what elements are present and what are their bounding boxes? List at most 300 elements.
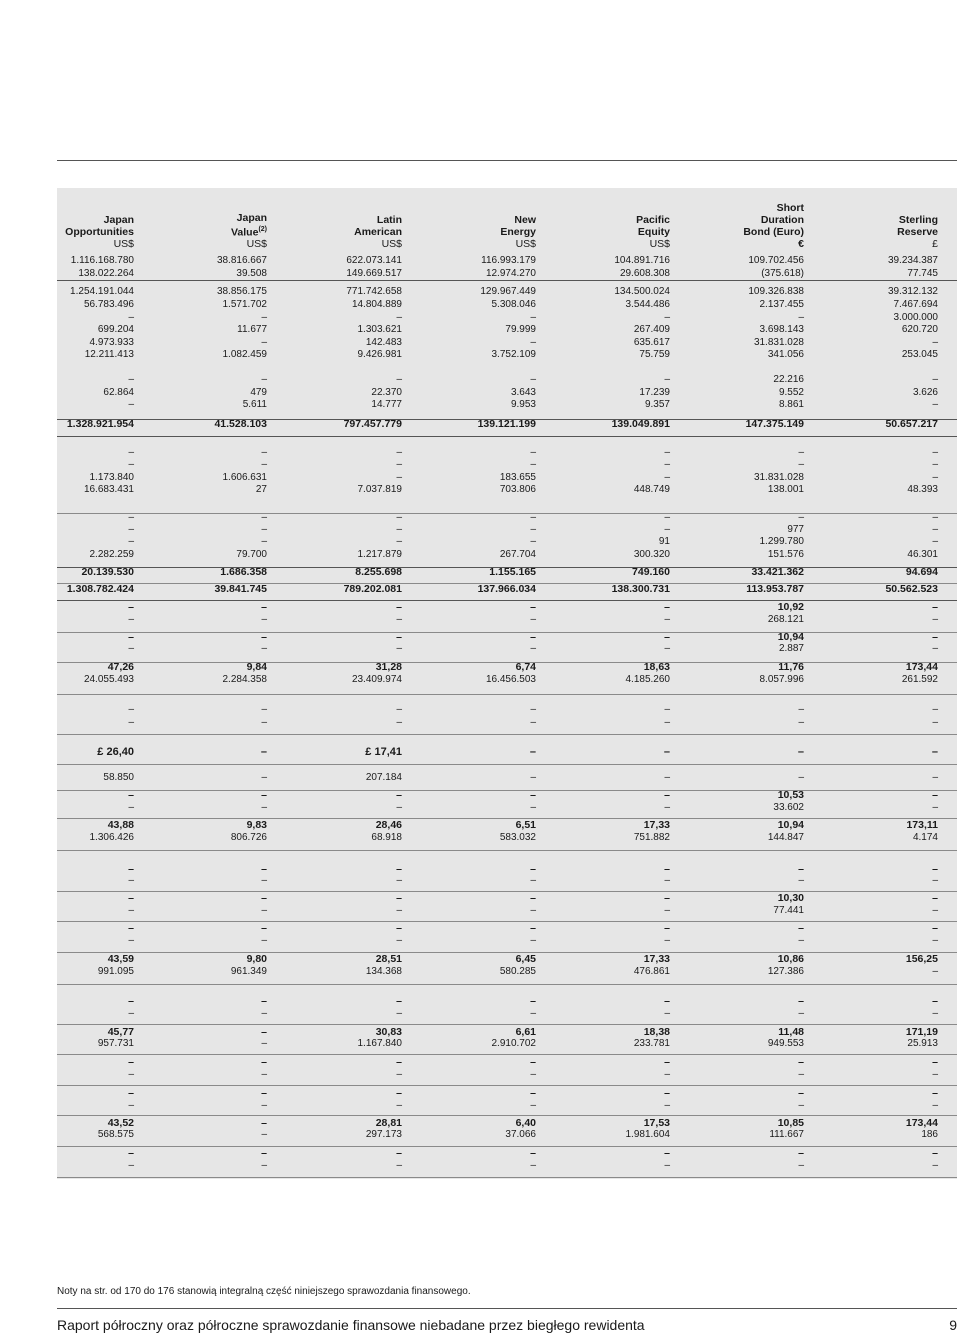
table-cell: –	[530, 459, 536, 470]
table-cell: –	[664, 374, 670, 385]
table-cell: 94.694	[905, 566, 938, 578]
column-header-line: Bond (Euro)	[743, 226, 804, 238]
table-row	[57, 1117, 957, 1130]
table-cell: –	[932, 399, 938, 410]
table-cell: 261.592	[901, 674, 938, 685]
table-cell: –	[664, 875, 670, 886]
table-cell: –	[664, 312, 670, 323]
table-cell: –	[128, 875, 134, 886]
table-cell: 10,85	[777, 1117, 804, 1129]
table-cell: –	[664, 772, 670, 783]
table-row	[57, 1069, 957, 1082]
table-cell: –	[261, 704, 267, 715]
table-cell: –	[664, 524, 670, 535]
table-cell: –	[932, 802, 938, 813]
table-cell: 3.544.486	[625, 299, 670, 310]
table-cell: –	[396, 536, 402, 547]
table-cell: 43,52	[107, 1117, 134, 1129]
table-row	[57, 922, 957, 935]
table-cell: –	[396, 717, 402, 728]
table-row	[57, 674, 957, 687]
table-row	[57, 631, 957, 644]
table-cell: –	[530, 704, 536, 715]
table-cell: –	[932, 922, 938, 934]
table-cell: 29.608.308	[619, 268, 670, 279]
table-cell: –	[530, 536, 536, 547]
table-row	[57, 1026, 957, 1039]
table-cell: 5.611	[242, 399, 267, 410]
table-cell: –	[396, 875, 402, 886]
table-row	[57, 832, 957, 845]
table-row	[57, 255, 957, 268]
table-cell: –	[128, 631, 134, 643]
currency-label: US$	[381, 238, 402, 250]
table-cell: 138.022.264	[78, 268, 134, 279]
table-cell: 448.749	[633, 484, 670, 495]
column-header-line: Equity	[637, 226, 670, 238]
table-cell: –	[128, 1100, 134, 1111]
table-row	[57, 1100, 957, 1113]
table-cell: –	[932, 337, 938, 348]
table-cell: 961.349	[230, 966, 267, 977]
table-cell: –	[530, 1069, 536, 1080]
table-cell: –	[798, 1160, 804, 1171]
table-cell: 4.185.260	[625, 674, 670, 685]
table-cell: 139.121.199	[477, 418, 536, 430]
column-header-line: Latin	[376, 214, 402, 226]
table-cell: –	[932, 536, 938, 547]
table-cell: –	[261, 922, 267, 934]
table-cell: –	[932, 704, 938, 715]
column-header-line: Duration	[760, 214, 804, 226]
table-cell: 12.974.270	[485, 268, 536, 279]
table-row	[57, 459, 957, 472]
table-cell: –	[530, 337, 536, 348]
table-cell: 6,40	[515, 1117, 536, 1129]
table-cell: –	[530, 935, 536, 946]
table-cell: –	[128, 905, 134, 916]
table-row	[57, 472, 957, 485]
table-cell: –	[664, 1100, 670, 1111]
table-cell: –	[261, 1056, 267, 1068]
table-cell: 31.831.028	[753, 472, 804, 483]
table-cell: 751.882	[633, 832, 670, 843]
table-row	[57, 704, 957, 717]
table-row	[57, 614, 957, 627]
table-row	[57, 746, 957, 759]
table-cell: 33.602	[773, 802, 804, 813]
column-header-line: American	[354, 226, 402, 238]
table-cell: –	[128, 1008, 134, 1019]
footnote-marker: (2)	[258, 225, 267, 233]
table-row	[57, 802, 957, 815]
table-cell: 33.421.362	[751, 566, 804, 578]
table-cell: 6,51	[515, 819, 536, 831]
table-cell: –	[798, 1147, 804, 1159]
table-cell: –	[798, 875, 804, 886]
table-cell: –	[396, 1160, 402, 1171]
table-cell: 1.299.780	[759, 536, 804, 547]
table-cell: –	[261, 1117, 267, 1129]
table-row	[57, 268, 957, 281]
table-cell: –	[932, 772, 938, 783]
table-cell: 341.056	[767, 349, 804, 360]
table-cell: –	[530, 905, 536, 916]
table-cell: –	[396, 935, 402, 946]
table-cell: 104.891.716	[614, 255, 670, 266]
table-cell: –	[396, 1100, 402, 1111]
table-cell: 23.409.974	[351, 674, 402, 685]
table-cell: 9.426.981	[357, 349, 402, 360]
table-cell: 31,28	[375, 661, 402, 673]
table-cell: –	[932, 966, 938, 977]
column-header-line: Value$^{(2)}$	[231, 225, 267, 238]
table-cell: 138.300.731	[611, 583, 670, 595]
table-row	[57, 374, 957, 387]
table-cell: 22.370	[371, 387, 402, 398]
currency-label: US$	[113, 238, 134, 250]
table-cell: –	[530, 631, 536, 643]
table-cell: 144.847	[767, 832, 804, 843]
table-cell: 147.375.149	[745, 418, 804, 430]
table-cell: 156,25	[905, 953, 938, 965]
table-rule	[57, 1177, 957, 1178]
table-cell: –	[128, 399, 134, 410]
table-cell: –	[530, 312, 536, 323]
table-cell: –	[932, 512, 938, 523]
table-cell: –	[128, 922, 134, 934]
table-cell: 48.393	[907, 484, 938, 495]
table-cell: 1.173.840	[89, 472, 134, 483]
table-cell: –	[932, 995, 938, 1007]
financial-table	[57, 188, 957, 1179]
table-cell: –	[664, 892, 670, 904]
table-row	[57, 995, 957, 1008]
table-cell: –	[396, 1147, 402, 1159]
table-cell: 16.683.431	[83, 484, 134, 495]
table-cell: –	[530, 1147, 536, 1159]
table-cell: 6,61	[515, 1026, 536, 1038]
table-cell: 58.850	[103, 772, 134, 783]
table-cell: 620.720	[901, 324, 938, 335]
table-row	[57, 1147, 957, 1160]
table-cell: –	[261, 643, 267, 654]
table-cell: 79.999	[505, 324, 536, 335]
table-cell: 806.726	[230, 832, 267, 843]
table-cell: –	[664, 1056, 670, 1068]
table-cell: 183.655	[499, 472, 536, 483]
table-cell: –	[261, 1026, 267, 1038]
table-cell: 28,51	[375, 953, 402, 965]
table-row	[57, 1160, 957, 1173]
table-cell: –	[396, 802, 402, 813]
table-cell: –	[664, 472, 670, 483]
table-cell: –	[932, 1100, 938, 1111]
table-cell: 138.001	[767, 484, 804, 495]
table-cell: –	[932, 717, 938, 728]
table-cell: –	[128, 802, 134, 813]
table-cell: 3.752.109	[491, 349, 536, 360]
table-cell: –	[932, 892, 938, 904]
table-cell: 50.657.217	[885, 418, 938, 430]
table-cell: 25.913	[907, 1038, 938, 1049]
table-cell: 31.831.028	[753, 337, 804, 348]
table-cell: –	[396, 1056, 402, 1068]
table-cell: 41.528.103	[214, 418, 267, 430]
table-cell: 28,81	[375, 1117, 402, 1129]
table-cell: 253.045	[901, 349, 938, 360]
table-rule	[57, 694, 957, 695]
table-cell: 2.910.702	[491, 1038, 536, 1049]
table-cell: £ 26,40	[97, 746, 134, 758]
table-cell: –	[261, 337, 267, 348]
table-cell: –	[664, 614, 670, 625]
table-cell: –	[664, 1069, 670, 1080]
table-cell: –	[261, 1160, 267, 1171]
table-row	[57, 892, 957, 905]
column-header-line: Short	[776, 202, 804, 214]
table-cell: –	[798, 922, 804, 934]
table-cell: 10,94	[777, 819, 804, 831]
table-cell: 20.139.530	[81, 566, 134, 578]
table-cell: 10,30	[777, 892, 804, 904]
table-cell: –	[798, 717, 804, 728]
table-cell: –	[932, 863, 938, 875]
table-cell: –	[396, 863, 402, 875]
table-cell: 957.731	[97, 1038, 134, 1049]
table-cell: 9,80	[246, 953, 267, 965]
table-cell: –	[664, 1147, 670, 1159]
table-cell: –	[664, 789, 670, 801]
table-cell: –	[798, 459, 804, 470]
table-cell: 77.745	[907, 268, 938, 279]
table-cell: –	[261, 374, 267, 385]
table-cell: £ 17,41	[365, 746, 402, 758]
table-cell: –	[664, 1008, 670, 1019]
table-cell: 8.255.698	[355, 566, 402, 578]
table-cell: 134.500.024	[614, 286, 670, 297]
table-row	[57, 1129, 957, 1142]
table-cell: –	[798, 1056, 804, 1068]
table-cell: –	[128, 643, 134, 654]
table-cell: –	[261, 1147, 267, 1159]
table-cell: –	[798, 772, 804, 783]
table-cell: 1.217.879	[357, 549, 402, 560]
table-cell: –	[396, 312, 402, 323]
table-cell: –	[664, 512, 670, 523]
table-cell: –	[932, 1069, 938, 1080]
table-cell: 7.467.694	[893, 299, 938, 310]
table-row	[57, 772, 957, 785]
table-cell: –	[128, 614, 134, 625]
table-cell: –	[128, 789, 134, 801]
table-cell: –	[261, 935, 267, 946]
table-cell: –	[932, 1160, 938, 1171]
table-cell: 10,86	[777, 953, 804, 965]
table-cell: 38.816.667	[216, 255, 267, 266]
table-cell: 16.456.503	[485, 674, 536, 685]
column-header-line: Energy	[500, 226, 536, 238]
table-cell: 1.328.921.954	[66, 418, 134, 430]
table-cell: 24.055.493	[83, 674, 134, 685]
table-row	[57, 863, 957, 876]
table-cell: 583.032	[499, 832, 536, 843]
table-cell: 39.234.387	[887, 255, 938, 266]
top-rule	[57, 160, 957, 161]
currency-label: €	[798, 238, 804, 250]
table-cell: 30,83	[375, 1026, 402, 1038]
table-cell: –	[261, 447, 267, 458]
table-cell: –	[261, 1100, 267, 1111]
table-cell: 27	[255, 484, 267, 495]
table-cell: –	[261, 614, 267, 625]
table-rule	[57, 436, 957, 437]
table-cell: 2.284.358	[222, 674, 267, 685]
table-cell: –	[530, 789, 536, 801]
table-cell: 3.626	[912, 387, 938, 398]
table-cell: 267.409	[633, 324, 670, 335]
table-cell: 789.202.081	[343, 583, 402, 595]
table-cell: 749.160	[632, 566, 670, 578]
table-cell: –	[128, 459, 134, 470]
table-cell: –	[261, 875, 267, 886]
table-row	[57, 1087, 957, 1100]
table-cell: 568.575	[97, 1129, 134, 1140]
table-cell: –	[396, 524, 402, 535]
table-cell: –	[797, 746, 804, 758]
table-cell: –	[798, 512, 804, 523]
table-row	[57, 286, 957, 299]
table-cell: –	[664, 631, 670, 643]
table-cell: –	[128, 312, 134, 323]
table-cell: –	[529, 746, 536, 758]
table-row	[57, 299, 957, 312]
table-cell: –	[530, 875, 536, 886]
table-cell: 45,77	[107, 1026, 134, 1038]
table-row	[57, 789, 957, 802]
table-cell: –	[530, 1087, 536, 1099]
table-cell: 10,53	[777, 789, 804, 801]
table-cell: 3.000.000	[893, 312, 938, 323]
table-cell: 142.483	[365, 337, 402, 348]
table-cell: –	[261, 789, 267, 801]
table-row	[57, 953, 957, 966]
table-row	[57, 661, 957, 674]
table-cell: 37.066	[505, 1129, 536, 1140]
table-row	[57, 905, 957, 918]
table-cell: –	[396, 374, 402, 385]
table-cell: –	[530, 922, 536, 934]
column-header-line: New	[514, 214, 536, 226]
currency-label: US$	[246, 238, 267, 250]
table-cell: 1.303.621	[357, 324, 402, 335]
table-cell: –	[128, 1056, 134, 1068]
table-cell: –	[664, 922, 670, 934]
table-cell: –	[530, 601, 536, 613]
table-cell: 1.082.459	[222, 349, 267, 360]
table-cell: –	[128, 935, 134, 946]
table-row	[57, 935, 957, 948]
table-cell: –	[261, 1087, 267, 1099]
table-row	[57, 601, 957, 614]
table-cell: 6,74	[515, 661, 536, 673]
table-cell: –	[260, 746, 267, 758]
table-cell: –	[128, 704, 134, 715]
table-rule	[57, 734, 957, 735]
table-row	[57, 399, 957, 412]
table-cell: 17,53	[643, 1117, 670, 1129]
table-cell: –	[128, 601, 134, 613]
footer-title: Raport półroczny oraz półroczne sprawozdanie finansowe niebadane przez biegłego rewidenta	[57, 1317, 645, 1333]
table-cell: –	[530, 863, 536, 875]
table-cell: 6,45	[515, 953, 536, 965]
table-cell: –	[396, 704, 402, 715]
table-rule	[57, 984, 957, 985]
table-cell: –	[664, 459, 670, 470]
table-cell: –	[530, 1008, 536, 1019]
table-cell: –	[396, 631, 402, 643]
column-header	[758, 192, 938, 238]
table-cell: –	[128, 1147, 134, 1159]
table-cell: –	[664, 995, 670, 1007]
table-cell: –	[128, 524, 134, 535]
table-cell: 9,84	[246, 661, 267, 673]
table-cell: –	[664, 905, 670, 916]
table-row	[57, 512, 957, 525]
table-cell: –	[128, 1160, 134, 1171]
table-cell: 3.698.143	[759, 324, 804, 335]
table-cell: –	[798, 704, 804, 715]
table-cell: –	[664, 802, 670, 813]
table-cell: –	[128, 374, 134, 385]
table-cell: –	[530, 374, 536, 385]
table-cell: –	[932, 1087, 938, 1099]
table-cell: 1.167.840	[357, 1038, 402, 1049]
table-cell: –	[664, 1087, 670, 1099]
column-header-line: Reserve	[897, 226, 938, 238]
table-cell: 207.184	[365, 772, 402, 783]
table-cell: –	[396, 512, 402, 523]
table-cell: –	[932, 614, 938, 625]
table-cell: 91	[658, 536, 670, 547]
table-cell: 9.953	[510, 399, 536, 410]
table-cell: 1.981.604	[625, 1129, 670, 1140]
table-cell: 39.841.745	[214, 583, 267, 595]
table-cell: –	[932, 631, 938, 643]
column-header-line: Japan	[236, 211, 267, 224]
table-cell: 10,94	[777, 631, 804, 643]
table-row	[57, 418, 957, 431]
table-cell: 703.806	[499, 484, 536, 495]
column-header-line: Sterling	[898, 214, 938, 226]
table-cell: 39.312.132	[887, 286, 938, 297]
table-cell: –	[798, 1100, 804, 1111]
table-cell: 479	[250, 387, 267, 398]
table-cell: 977	[787, 524, 804, 535]
table-cell: 62.864	[103, 387, 134, 398]
table-cell: 233.781	[633, 1038, 670, 1049]
table-cell: –	[663, 746, 670, 758]
table-cell: 3.643	[510, 387, 536, 398]
table-rule	[57, 1024, 957, 1025]
table-cell: –	[530, 995, 536, 1007]
table-cell: 109.702.456	[748, 255, 804, 266]
table-rule	[57, 1115, 957, 1116]
table-cell: –	[261, 1129, 267, 1140]
table-cell: –	[396, 472, 402, 483]
table-cell: –	[932, 601, 938, 613]
currency-label: £	[932, 238, 938, 250]
